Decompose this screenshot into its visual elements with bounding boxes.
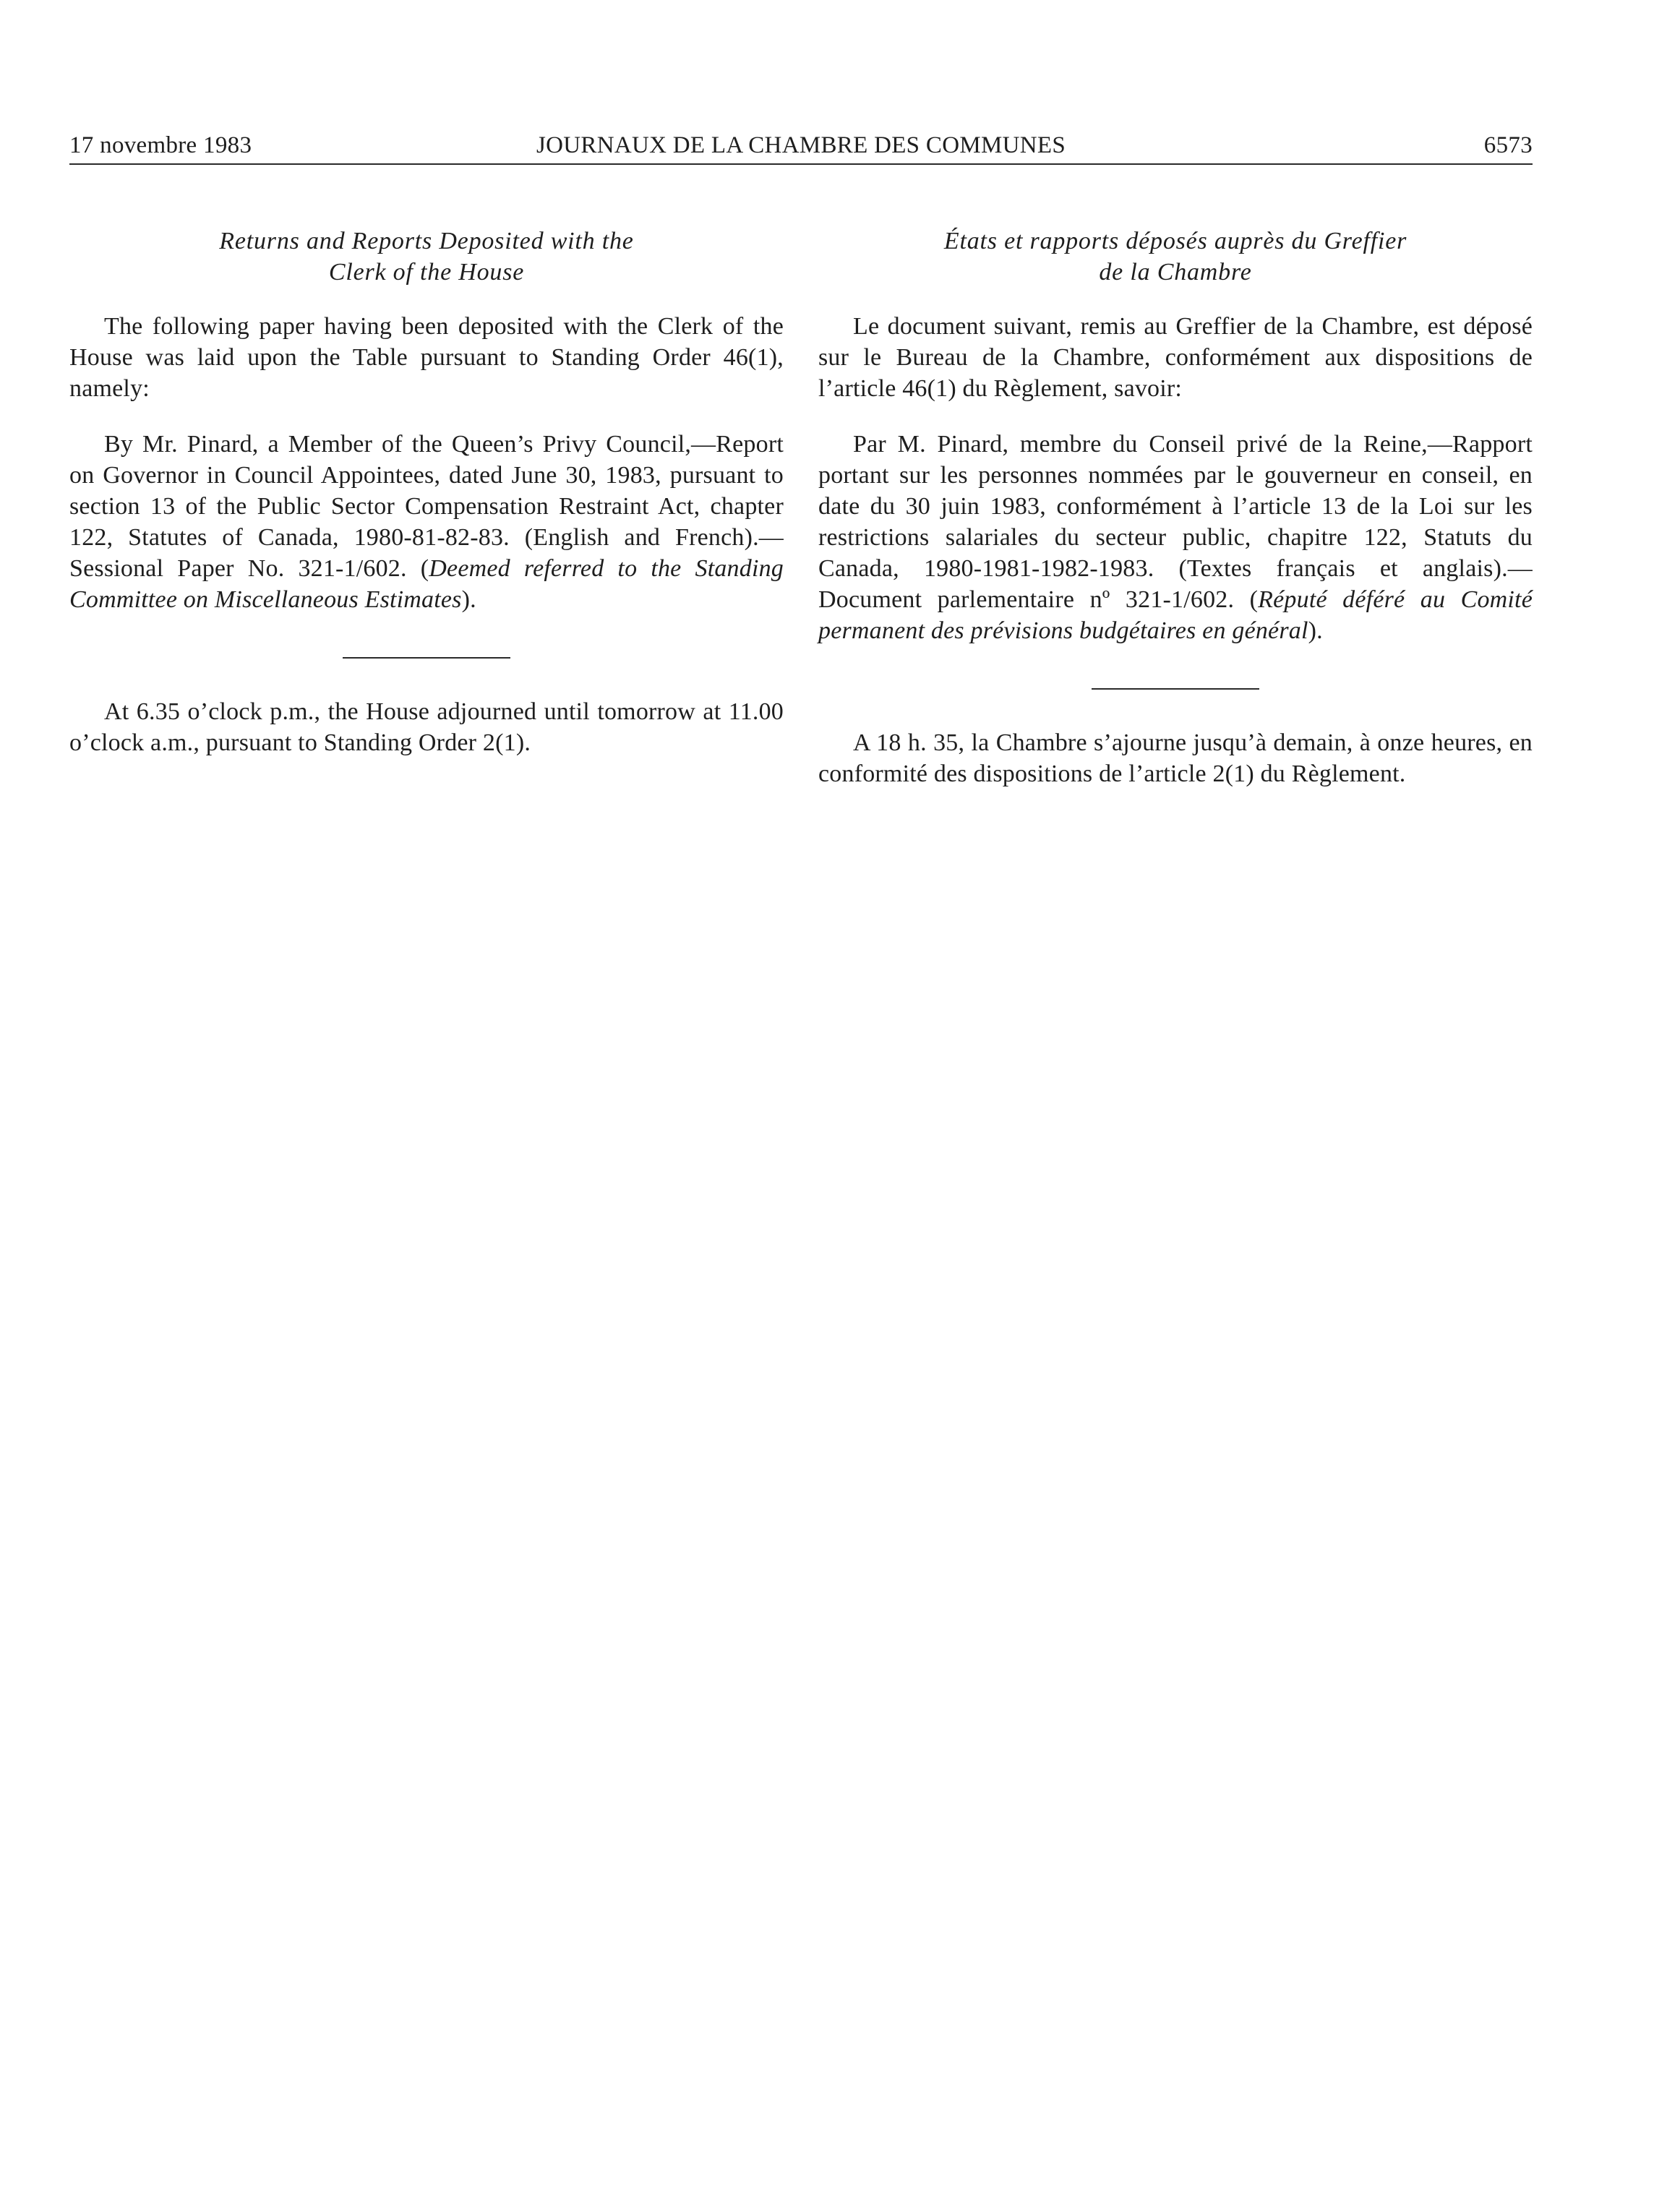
english-intro-paragraph: The following paper having been deposited with the Clerk of the House was laid upon the Table pursuant to Standing Order 46(1), namely: [69,313,784,402]
english-adjournment-paragraph: At 6.35 o’clock p.m., the House adjourned until tomorrow at 11.00 o’clock a.m., pursuant to Standing Order 2(1). [69,698,784,756]
french-column [818,226,1533,789]
french-paper-text: Par M. Pinard, membre du Conseil privé de la Reine,—Rapport portant sur les personnes nommées par le gouverneur en conseil, en date du 30 juin 1983, conformément à l’article 13 de la Loi sur les restrictions salariales du secteur public, chapitre 122, Statuts du Canada, 1980-1981-1982-1983. (Textes français et anglais).—Document parlementaire nº 321-1/602. ( [818,431,1533,613]
english-section-title [69,226,784,288]
english-paper-end: ). [461,586,476,613]
running-header [69,127,1533,165]
section-divider [343,657,510,659]
french-paper-end: ). [1308,617,1323,644]
header-title: JOURNAUX DE LA CHAMBRE DES COMMUNES [536,132,1066,158]
french-section-title-line2: de la Chambre [1099,259,1252,286]
english-section-title-line2: Clerk of the House [328,259,525,286]
section-divider [1092,688,1259,690]
english-section-title-line1: Returns and Reports Deposited with the [219,228,634,254]
english-paper-referral: Deemed referred to the Standing Committee on Miscellaneous Estimates [69,555,784,613]
header-page-number: 6573 [1483,132,1533,158]
french-intro-paragraph: Le document suivant, remis au Greffier de la Chambre, est déposé sur le Bureau de la Chambre, conformément aux dispositions de l’article 46(1) du Règlement, savoir: [818,313,1533,402]
french-adjournment-paragraph: A 18 h. 35, la Chambre s’ajourne jusqu’à demain, à onze heures, en conformité des dispositions de l’article 2(1) du Règlement. [818,729,1533,787]
french-paper-referral: Réputé déféré au Comité permanent des prévisions budgétaires en général [818,586,1533,644]
french-section-title-line1: États et rapports déposés auprès du Greffier [943,228,1407,254]
french-section-title [818,226,1533,288]
french-paper-paragraph [818,429,1533,646]
english-paper-text: By Mr. Pinard, a Member of the Queen’s Privy Council,—Report on Governor in Council Appointees, dated June 30, 1983, pursuant to section 13 of the Public Sector Compensation Restraint Act, chapter 122, Statutes of Canada, 1980-81-82-83. (English and French).—Sessional Paper No. 321-1/602. ( [69,431,784,582]
english-column [69,226,784,758]
english-paper-paragraph [69,429,784,615]
header-date: 17 novembre 1983 [69,132,252,158]
